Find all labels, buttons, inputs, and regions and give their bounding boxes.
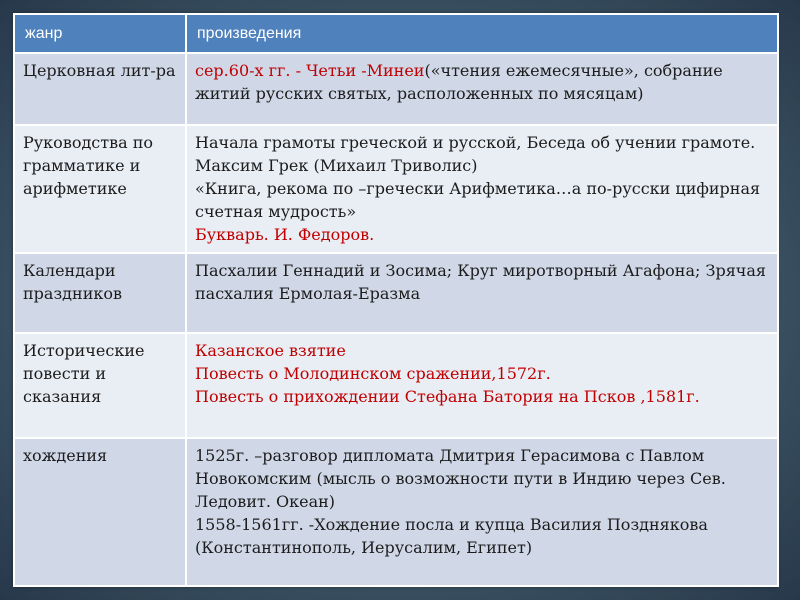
genre-cell: Руководства по грамматике и арифметике xyxy=(14,125,186,253)
works-text: Начала грамоты греческой и русской, Беседа об учении грамоте. Максим Грек (Михаил Триволис) xyxy=(195,133,756,175)
table-row xyxy=(14,333,778,438)
works-cell xyxy=(186,253,778,333)
genre-cell: Календари праздников xyxy=(14,253,186,333)
table-header-row xyxy=(14,14,778,53)
table-row xyxy=(14,438,778,586)
header-works: произведения xyxy=(186,14,778,53)
genre-cell: Исторические повести и сказания xyxy=(14,333,186,438)
works-cell xyxy=(186,53,778,125)
header-genre: жанр xyxy=(14,14,186,53)
works-text: 1558-1561гг. -Хождение посла и купца Василия Позднякова (Константинополь, Иерусалим, Египет) xyxy=(195,515,708,557)
table-row xyxy=(14,125,778,253)
genre-cell: хождения xyxy=(14,438,186,586)
works-cell xyxy=(186,333,778,438)
works-text: Повесть о прихождении Стефана Батория на Псков ,1581г. xyxy=(195,387,700,406)
works-text: «Книга, рекома по –гречески Арифметика…а по-русски цифирная счетная мудрость» xyxy=(195,179,761,221)
works-text: Повесть о Молодинском сражении,1572г. xyxy=(195,364,551,383)
works-text: 1525г. –разговор дипломата Дмитрия Герасимова с Павлом Новокомским (мысль о возможности пути в Индию через Сев. Ледовит. Океан) xyxy=(195,446,726,511)
works-text: сер.60-х гг. - Четьи -Минеи xyxy=(195,61,425,80)
works-cell xyxy=(186,438,778,586)
works-text: («чтения ежемесячные», собрание житий русских святых, расположенных по мясяцам) xyxy=(195,61,723,103)
literature-genres-table xyxy=(13,13,779,587)
literature-table-container xyxy=(13,13,777,587)
table-row xyxy=(14,253,778,333)
genre-cell: Церковная лит-ра xyxy=(14,53,186,125)
works-text: Казанское взятие xyxy=(195,341,346,360)
works-cell xyxy=(186,125,778,253)
works-text: Букварь. И. Федоров. xyxy=(195,225,375,244)
table-row xyxy=(14,53,778,125)
works-text: Пасхалии Геннадий и Зосима; Круг миротворный Агафона; Зрячая пасхалия Ермолая-Еразма xyxy=(195,261,766,303)
